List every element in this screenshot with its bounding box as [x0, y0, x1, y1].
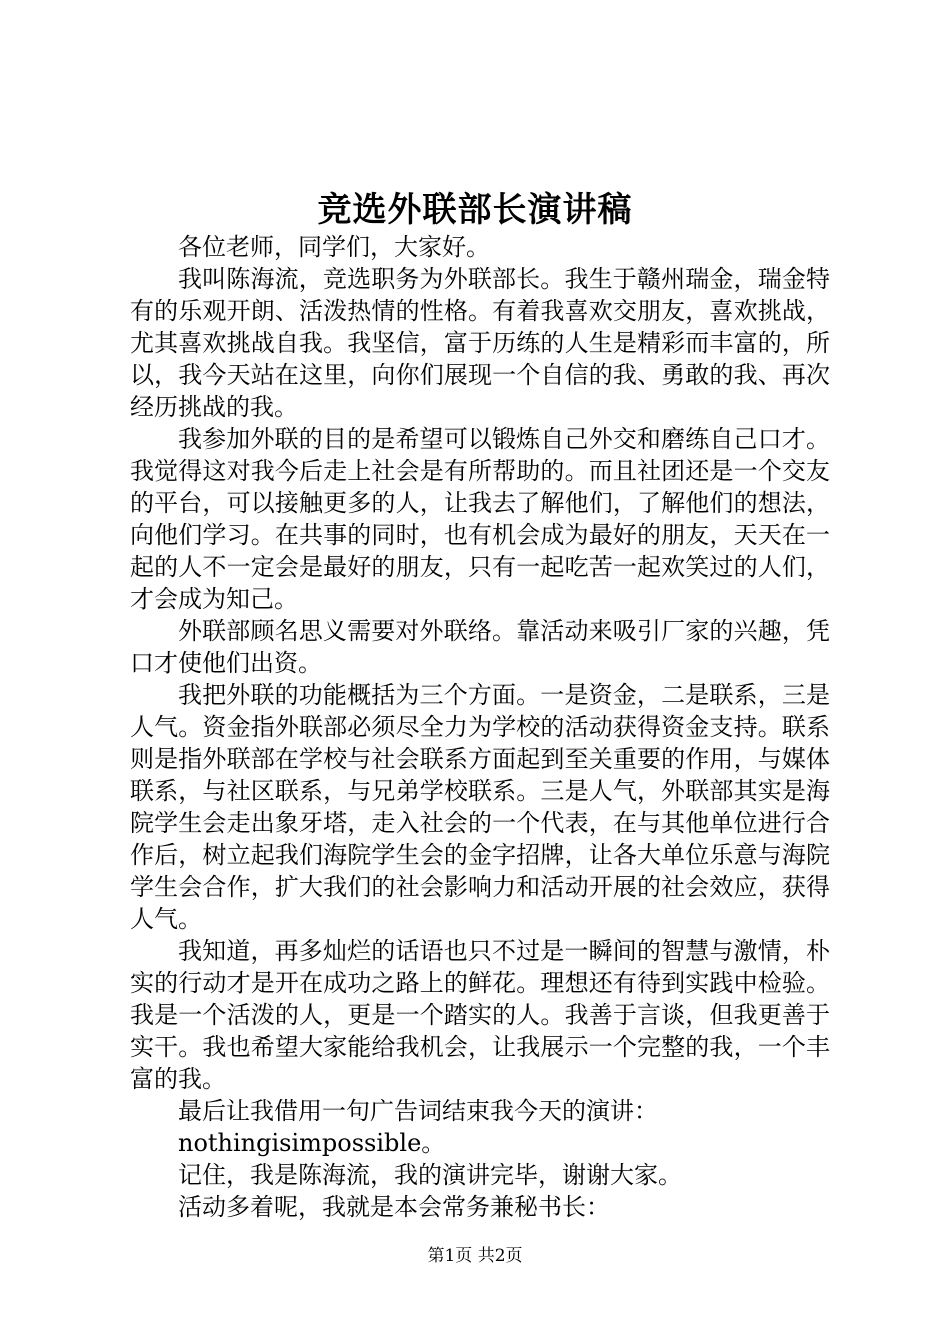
paragraph-purpose: 我参加外联的目的是希望可以锻炼自己外交和磨练自己口才。我觉得这对我今后走上社会是有所帮助的。而且社团还是一个交友的平台，可以接触更多的人，让我去了解他们，了解他们的想法，向他们学习。在共事的同时，也有机会成为最好的朋友，天天在一起的人不一定会是最好的朋友，只有一起吃苦一起欢笑过的人们，才会成为知己。	[130, 425, 830, 613]
document-title: 竞选外联部长演讲稿	[317, 190, 633, 230]
paragraph-definition: 外联部顾名思义需要对外联络。靠活动来吸引厂家的兴趣，凭口才使他们出资。	[130, 617, 830, 677]
paragraph-commitment: 我知道，再多灿烂的话语也只不过是一瞬间的智慧与激情，朴实的行动才是开在成功之路上的鲜花。理想还有待到实践中检验。我是一个活泼的人，更是一个踏实的人。我善于言谈，但我更善于实干。我也希望大家能给我机会，让我展示一个完整的我，一个丰富的我。	[130, 937, 830, 1093]
paragraph-introduction: 我叫陈海流，竞选职务为外联部长。我生于赣州瑞金，瑞金特有的乐观开朗、活泼热情的性格。有着我喜欢交朋友，喜欢挑战，尤其喜欢挑战自我。我坚信，富于历练的人生是精彩而丰富的，所以，我今天站在这里，向你们展现一个自信的我、勇敢的我、再次经历挑战的我。	[130, 265, 830, 421]
paragraph-slogan: nothingisimpossible。	[178, 1129, 446, 1157]
paragraph-final: 活动多着呢，我就是本会常务兼秘书长：	[178, 1193, 610, 1221]
paragraph-closing-intro: 最后让我借用一句广告词结束我今天的演讲：	[178, 1097, 658, 1125]
document-body	[130, 231, 830, 1223]
paragraph-thanks: 记住，我是陈海流，我的演讲完毕，谢谢大家。	[178, 1161, 682, 1189]
paragraph-greeting: 各位老师，同学们，大家好。	[178, 233, 490, 261]
paragraph-functions: 我把外联的功能概括为三个方面。一是资金，二是联系，三是人气。资金指外联部必须尽全力为学校的活动获得资金支持。联系则是指外联部在学校与社会联系方面起到至关重要的作用，与媒体联系，与社区联系，与兄弟学校联系。三是人气，外联部其实是海院学生会走出象牙塔，走入社会的一个代表，在与其他单位进行合作后，树立起我们海院学生会的金字招牌，让各大单位乐意与海院学生会合作，扩大我们的社会影响力和活动开展的社会效应，获得人气。	[130, 681, 830, 933]
page-footer: 第1页 共2页	[427, 1246, 523, 1266]
